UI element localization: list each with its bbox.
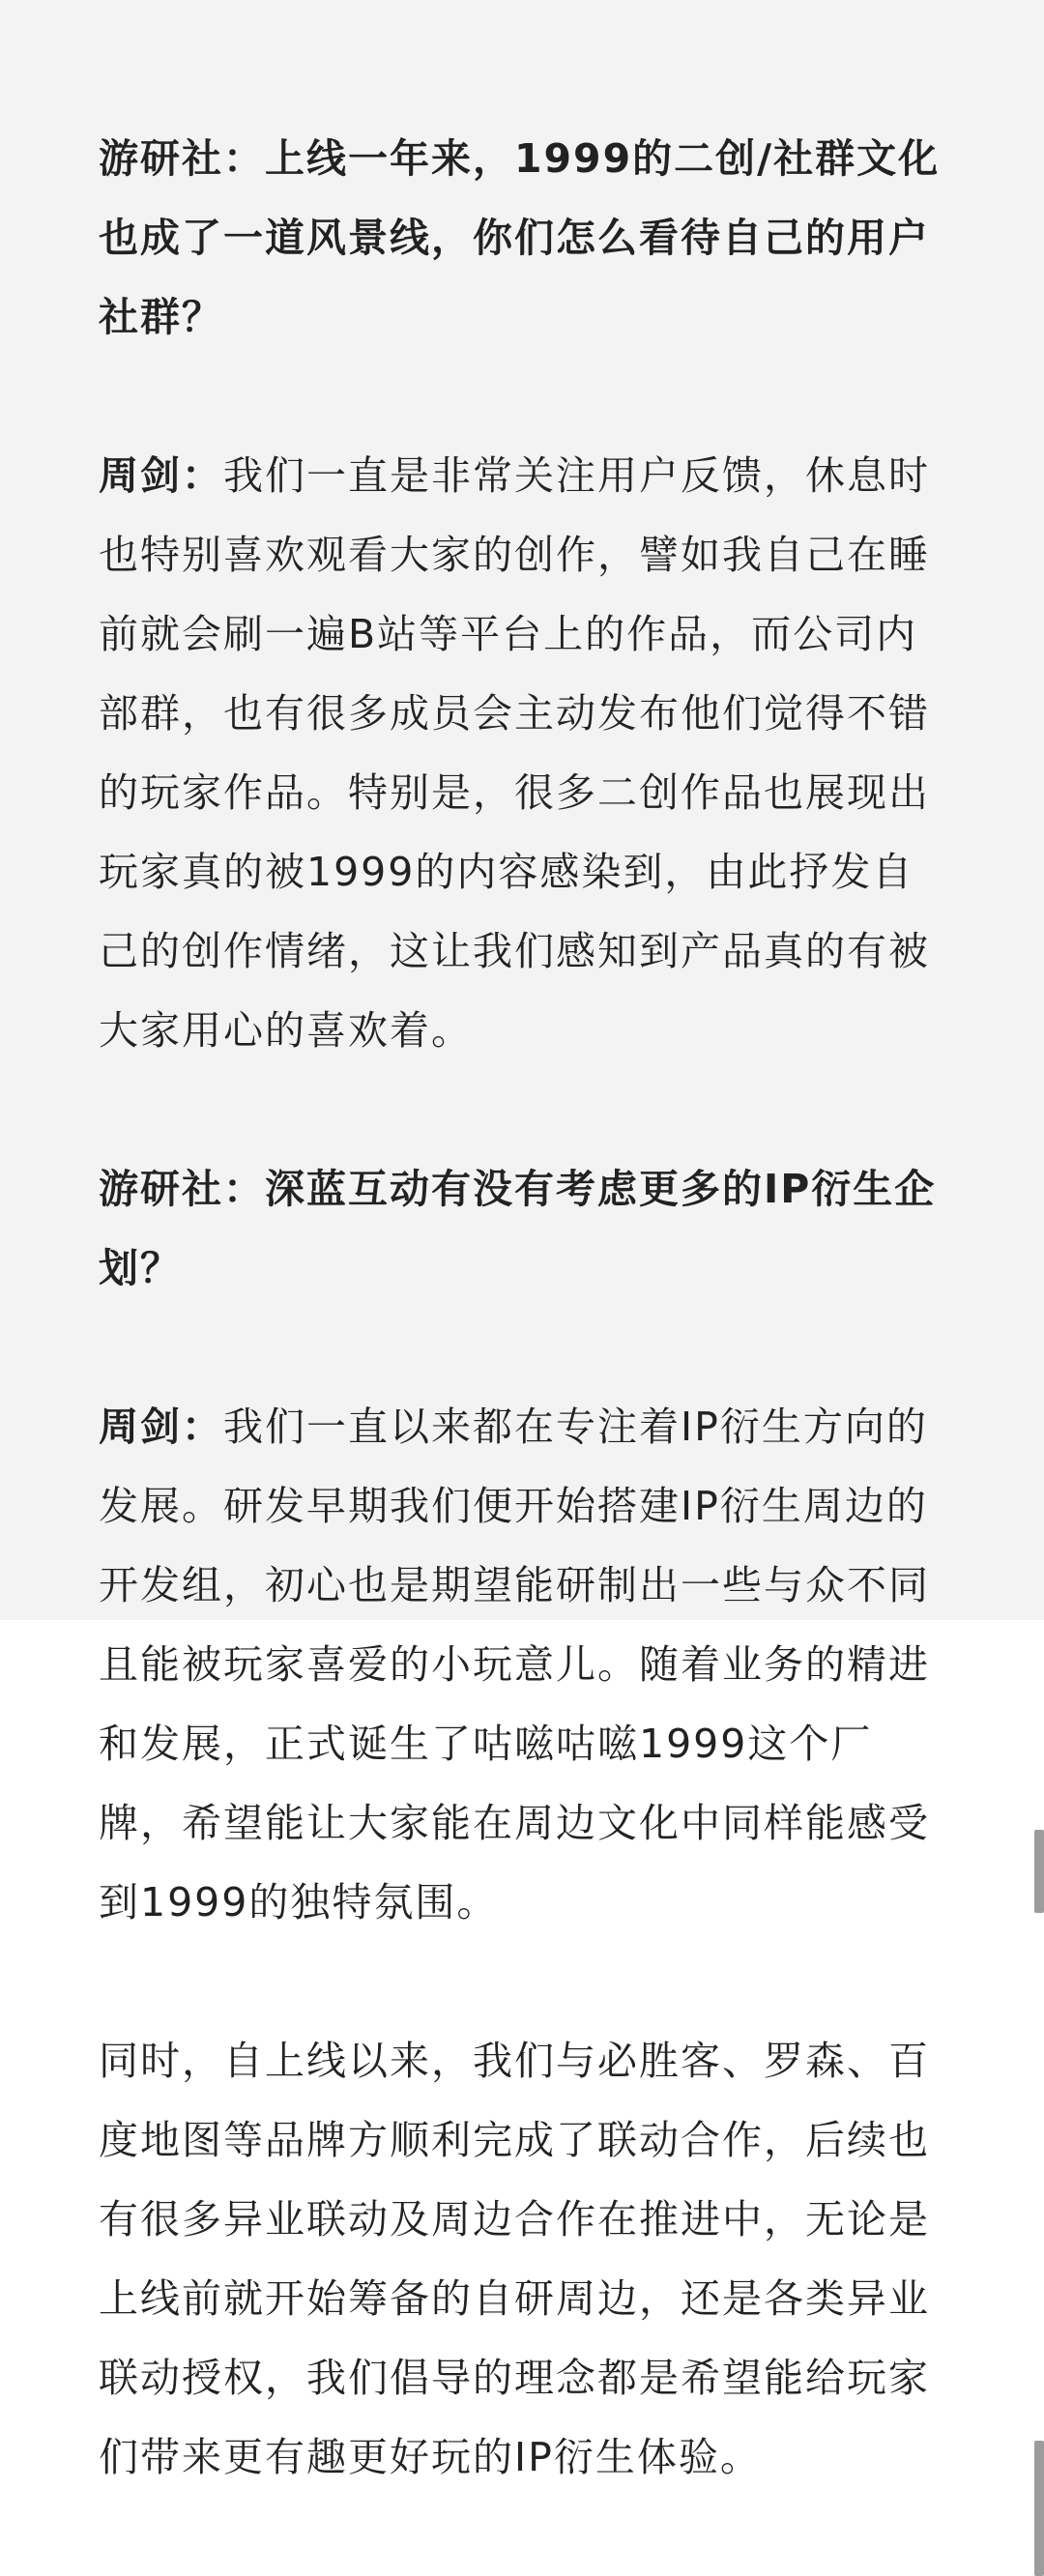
question-paragraph (99, 1149, 949, 1308)
paragraph-text: 我们一直以来都在专注着IP衍生方向的发展。研发早期我们便开始搭建IP衍生周边的开发组，初心也是期望能研制出一些与众不同且能被玩家喜爱的小玩意儿。随着业务的精进和发展，正式诞生了咕嗞咕嗞1999这个厂牌，希望能让大家能在周边文化中同样能感受到1999的独特氛围。 (99, 1404, 930, 1925)
paragraph-text: 深蓝互动有没有考虑更多的IP衍生企划？ (99, 1166, 937, 1291)
answer-paragraph-continued (99, 2021, 949, 2497)
scrollbar-thumb[interactable] (1034, 2441, 1044, 2576)
scrollbar-thumb[interactable] (1034, 1830, 1044, 1913)
paragraph-text: 我们一直是非常关注用户反馈，休息时也特别喜欢观看大家的创作，譬如我自己在睡前就会刷一遍B站等平台上的作品，而公司内部群，也有很多成员会主动发布他们觉得不错的玩家作品。特别是，很多二创作品也展现出玩家真的被1999的内容感染到，由此抒发自己的创作情绪，这让我们感知到产品真的有被大家用心的喜欢着。 (99, 452, 930, 1054)
article-body (99, 119, 949, 2576)
speaker-label: 游研社： (99, 1166, 265, 1212)
paragraph-text: 同时，自上线以来，我们与必胜客、罗森、百度地图等品牌方顺利完成了联动合作，后续也有很多异业联动及周边合作在推进中，无论是上线前就开始筹备的自研周边，还是各类异业联动授权，我们倡导的理念都是希望能给玩家们带来更有趣更好玩的IP衍生体验。 (99, 2038, 930, 2480)
speaker-label: 周剑： (99, 452, 223, 499)
question-paragraph (99, 119, 949, 357)
answer-paragraph (99, 436, 949, 1070)
speaker-label: 游研社： (99, 135, 265, 182)
paragraph-text: 上线一年来，1999的二创/社群文化也成了一道风景线，你们怎么看待自己的用户社群？ (99, 135, 941, 340)
answer-paragraph (99, 1387, 949, 1942)
speaker-label: 周剑： (99, 1404, 223, 1450)
